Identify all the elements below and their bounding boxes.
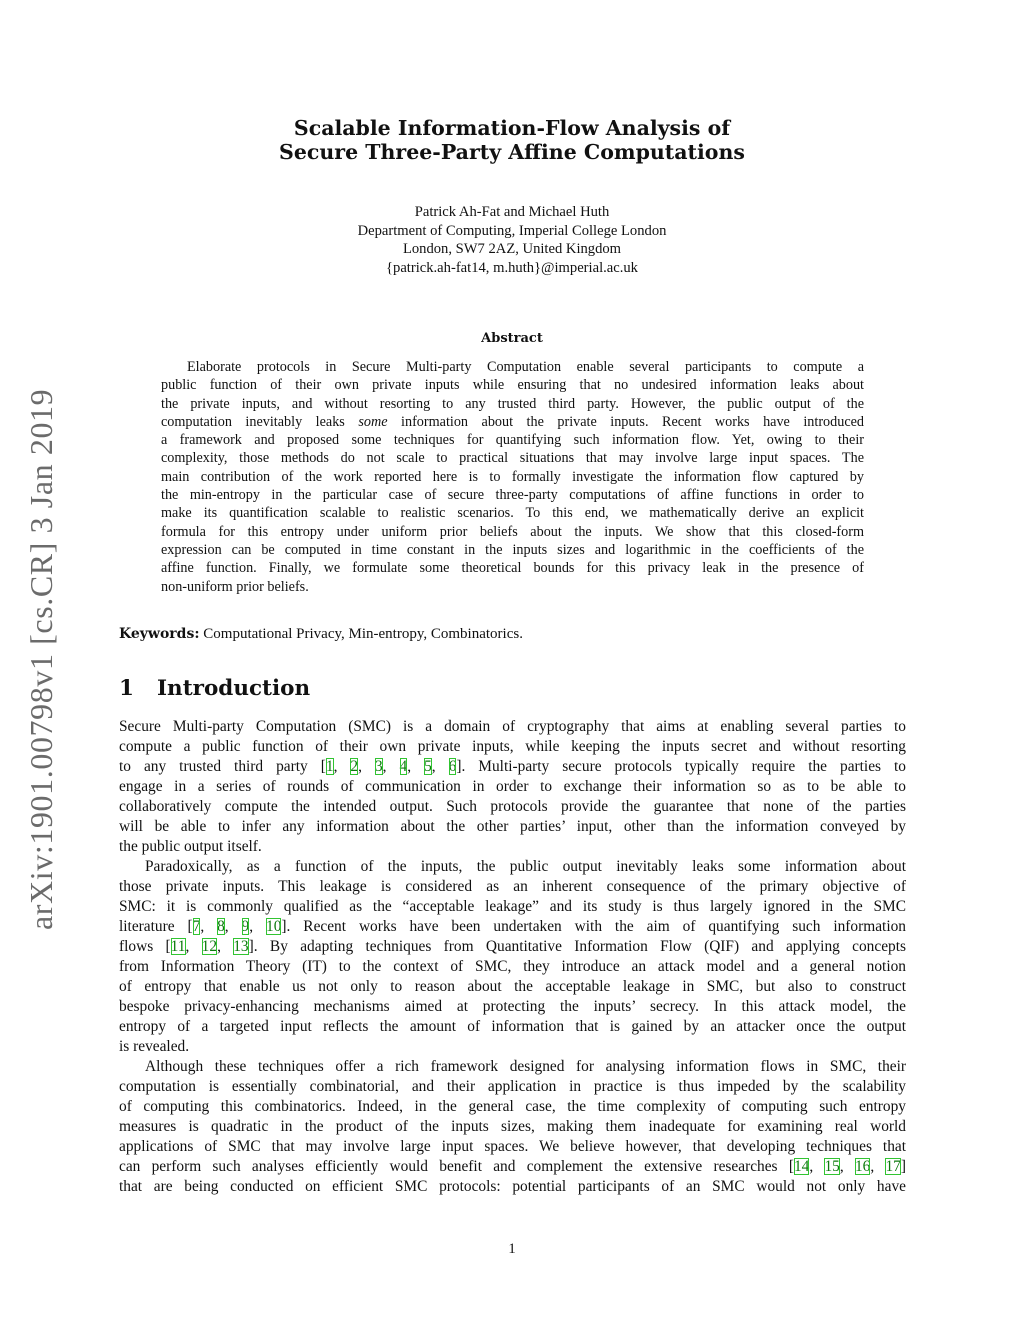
body-line: Secure Multi-party Computation (SMC) is a domain of cryptography that aims at enabling several parties to: [119, 718, 906, 735]
page-number: 1: [508, 1241, 516, 1257]
body-line: can perform such analyses efficiently would benefit and complement the extensive researches [14, 15, 16, 17]: [119, 1158, 906, 1175]
author-block: [260, 203, 764, 277]
body-line: that are being conducted on efficient SMC protocols: potential participants of an SMC would not only have: [119, 1178, 906, 1195]
body-line: flows [11, 12, 13]. By adapting techniques from Quantitative Information Flow (QIF) and applying concepts: [119, 938, 906, 955]
body-text: flows: [119, 938, 154, 955]
citation-bracket: ]: [281, 918, 287, 935]
keywords: [119, 626, 523, 643]
section-title: Introduction: [157, 676, 311, 701]
citation-link[interactable]: 2: [350, 758, 359, 775]
body-line: to any trusted third party [1, 2, 3, 4, 5, 6]. Multi-party secure protocols typically require the parties to: [119, 758, 906, 775]
body-line: is revealed.: [119, 1038, 190, 1055]
citation-link[interactable]: 6: [448, 758, 457, 775]
body-line: Although these techniques offer a rich framework designed for analysing information flows in SMC, their: [145, 1058, 906, 1075]
abstract-line: affine function. Finally, we formulate some theoretical bounds for this privacy leak in the presence of: [161, 560, 864, 577]
citation-link[interactable]: 7: [192, 918, 201, 935]
citation-link[interactable]: 9: [241, 918, 250, 935]
body-line: compute a public function of their own private inputs, while keeping the inputs secret and without resorting: [119, 738, 906, 755]
body-line: collaboratively compute the intended output. Such protocols provide the guarantee that none of the parties: [119, 798, 906, 815]
introduction-body: [119, 717, 906, 1197]
citation-link[interactable]: 16: [854, 1158, 871, 1175]
title-line-2: Secure Three-Party Affine Computations: [279, 140, 745, 164]
arxiv-sidebar: [23, 370, 63, 930]
body-line: the public output itself.: [119, 838, 262, 855]
body-text: literature: [119, 918, 175, 935]
body-line: applications of SMC that may involve large input spaces. We believe however, that developing techniques that: [119, 1138, 906, 1155]
citation-bracket: ]: [248, 938, 254, 955]
abstract-line: formula for this entropy under uniform prior beliefs about the inputs. We show that this closed-form: [161, 523, 864, 540]
abstract-line: make its quantification scalable to realistic scenarios. To this end, we mathematically derive an explicit: [161, 505, 864, 522]
body-line: from Information Theory (IT) to the context of SMC, they introduce an attack model and a general notion: [119, 958, 906, 975]
abstract-text: computation inevitably leaks: [161, 413, 345, 430]
citation-link[interactable]: 1: [325, 758, 334, 775]
body-line: of computing this combinatorics. Indeed, in the general case, the time complexity of computing such entropy: [119, 1098, 906, 1115]
title-line-1: Scalable Information-Flow Analysis of: [293, 116, 731, 140]
citation-link[interactable]: 8: [217, 918, 225, 935]
citation-link[interactable]: 13: [233, 938, 249, 955]
citation-bracket: [: [320, 758, 326, 775]
body-line: computation is essentially combinatorial, and their application in practice is thus impeded by the scalability: [119, 1078, 906, 1095]
section-number: 1: [119, 676, 134, 701]
body-text: can perform such analyses efficiently would benefit and complement the extensive researches: [119, 1158, 778, 1175]
body-line: those private inputs. This leakage is considered as an inherent consequence of the primary objective of: [119, 878, 906, 895]
abstract-line: [161, 413, 864, 431]
body-line: literature [7, 8, 9, 10]. Recent works have been undertaken with the aim of quantifying such information: [119, 918, 907, 935]
citation-bracket: [: [788, 1158, 794, 1175]
author-names: Patrick Ah-Fat and Michael Huth: [414, 204, 610, 220]
abstract-line: a framework and proposed some techniques for quantifying such information flow. Yet, owing to their: [161, 432, 864, 449]
abstract-line: the private inputs, and without resorting to any trusted third party. However, the public output of the: [161, 395, 864, 412]
abstract-line: public function of their own private inputs while ensuring that no undesired information leaks about: [161, 377, 864, 394]
citation-bracket: ]: [456, 758, 462, 775]
citation-bracket: ]: [900, 1158, 906, 1175]
citation-link[interactable]: 17: [885, 1158, 901, 1175]
body-line: bespoke privacy-enhancing mechanisms aimed at protecting the inputs’ secrecy. In this attack model, the: [119, 998, 906, 1015]
arxiv-identifier: arXiv:1901.00798v1 [cs.CR] 3 Jan 2019: [23, 388, 59, 930]
abstract-body: [161, 358, 864, 596]
abstract-line: Elaborate protocols in Secure Multi-party Computation enable several participants to compute a: [187, 359, 864, 375]
abstract-line: the min-entropy in the particular case of secure three-party computations of affine functions in order to: [161, 487, 864, 504]
author-department: Department of Computing, Imperial College London: [357, 222, 667, 239]
citation-link[interactable]: 14: [793, 1158, 810, 1175]
body-line: Paradoxically, as a function of the inputs, the public output inevitably leaks some information about: [145, 858, 906, 875]
citation-link[interactable]: 3: [374, 758, 383, 775]
author-address: London, SW7 2AZ, United Kingdom: [402, 241, 622, 258]
citation-link[interactable]: 12: [201, 938, 218, 955]
body-line: SMC: it is commonly qualified as the “acceptable leakage” and its study is thus largely ignored in the SMC: [119, 898, 906, 915]
body-text: . Recent works have been undertaken with the aim of quantifying such information: [286, 918, 907, 935]
citation-link[interactable]: 10: [266, 918, 282, 935]
keywords-label: Keywords:: [119, 626, 200, 642]
citation-link[interactable]: 11: [170, 938, 186, 955]
abstract-text: information about the private inputs. Recent works have introduced: [401, 413, 865, 430]
abstract-line: complexity, those methods do not scale to practical situations that may involve large input spaces. The: [161, 450, 864, 467]
body-text: . Multi-party secure protocols typically require the parties to: [461, 758, 906, 775]
body-line: entropy of a targeted input reflects the amount of information that is gained by an attacker once the output: [119, 1018, 906, 1035]
abstract-line: expression can be computed in time constant in the inputs sizes and logarithmic in the coefficients of the: [161, 541, 864, 558]
abstract-line: main contribution of the work reported here is to formally investigate the information flow captured by: [161, 468, 864, 485]
body-text: to any trusted third party: [119, 758, 308, 775]
abstract-line: non-uniform prior beliefs.: [161, 578, 309, 595]
body-line: will be able to infer any information about the other parties’ input, other than the information conveyed by: [119, 818, 906, 835]
body-line: engage in a series of rounds of communication in order to exchange their information so as to be able to: [119, 778, 906, 795]
author-emails: {patrick.ah-fat14, m.huth}@imperial.ac.uk: [386, 259, 638, 276]
citation-bracket: [: [165, 938, 171, 955]
citation-link[interactable]: 4: [399, 758, 408, 775]
body-line: of entropy that enable us not only to reason about the acceptable leakage in SMC, but also to construct: [119, 978, 906, 995]
keywords-text: Computational Privacy, Min-entropy, Combinatorics.: [203, 626, 523, 642]
citation-bracket: [: [187, 918, 193, 935]
citation-link[interactable]: 15: [824, 1158, 840, 1175]
body-text: . By adapting techniques from Quantitative Information Flow (QIF) and applying concepts: [253, 938, 906, 955]
section-heading: [119, 676, 310, 701]
abstract-heading: Abstract: [481, 331, 543, 346]
body-line: measures is quadratic in the product of the inputs sizes, making them inadequate for examining real world: [119, 1118, 906, 1135]
citation-link[interactable]: 5: [424, 758, 432, 775]
abstract-emphasis: some: [358, 413, 388, 430]
paper-title: [200, 116, 824, 164]
